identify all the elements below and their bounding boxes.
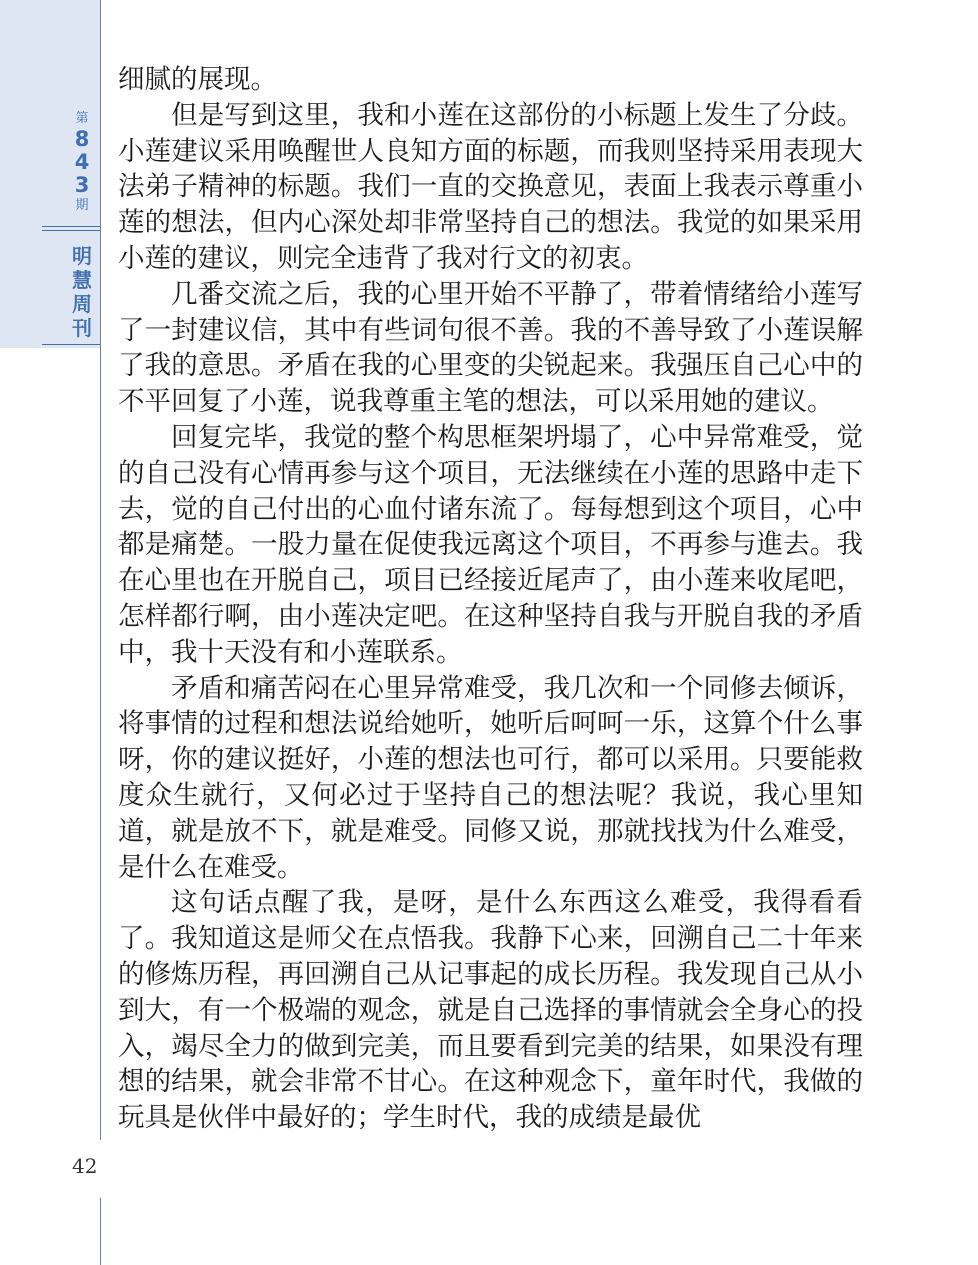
issue-digit: 4 [74, 150, 90, 174]
page-number: 42 [72, 1154, 98, 1178]
divider [42, 230, 100, 231]
paragraph: 细腻的展现。 [118, 64, 277, 95]
paragraph: 但是写到这里，我和小莲在这部份的小标题上发生了分歧。小莲建议采用唤醒世人良知方面的标题，而我则坚持采用表现大法弟子精神的标题。我们一直的交换意见，表面上我表示尊重小莲的想法，但内心深处却非常坚持自己的想法。我觉的如果采用小莲的建议，则完全违背了我对行文的初衷。 [118, 99, 863, 274]
issue-number [60, 110, 104, 215]
publication-char: 周 [72, 292, 92, 316]
issue-digit: 8 [74, 127, 90, 151]
publication-name [62, 244, 102, 340]
publication-char: 明 [72, 244, 92, 268]
issue-prefix: 第 [75, 111, 89, 126]
paragraph: 回复完毕，我觉的整个构思框架坍塌了，心中异常难受，觉的自己没有心情再参与这个项目，无法继续在小莲的思路中走下去，觉的自己付出的心血付诸东流了。每每想到这个项目，心中都是痛楚。一股力量在促使我远离这个项目，不再参与進去。我在心里也在开脱自己，项目已经接近尾声了，由小莲来收尾吧，怎样都行啊，由小莲决定吧。在这种坚持自我与开脱自我的矛盾中，我十天没有和小莲联系。 [118, 421, 863, 668]
paragraph: 这句话点醒了我，是呀，是什么东西这么难受，我得看看了。我知道这是师父在点悟我。我静下心来，回溯自己二十年来的修炼历程，再回溯自己从记事起的成长历程。我发现自己从小到大，有一个极端的观念，就是自己选择的事情就会全身心的投入，竭尽全力的做到完美，而且要看到完美的结果，如果没有理想的结果，就会非常不甘心。在这种观念下，童年时代，我做的玩具是伙伴中最好的；学生时代，我的成绩是最优 [118, 887, 863, 1134]
issue-suffix: 期 [75, 198, 89, 213]
issue-digit: 3 [74, 173, 90, 197]
article-body [118, 62, 863, 1136]
paragraph: 几番交流之后，我的心里开始不平静了，带着情绪给小莲写了一封建议信，其中有些词句很不善。我的不善导致了小莲误解了我的意思。矛盾在我的心里变的尖锐起来。我强压自己心中的不平回复了小莲，说我尊重主笔的想法，可以采用她的建议。 [118, 278, 863, 418]
divider [42, 226, 100, 227]
divider [42, 344, 100, 345]
publication-char: 刊 [72, 316, 92, 340]
paragraph: 矛盾和痛苦闷在心里异常难受，我几次和一个同修去倾诉，将事情的过程和想法说给她听，她听后呵呵一乐，这算个什么事呀，你的建议挺好，小莲的想法也可行，都可以采用。只要能救度众生就行，又何必过于坚持自己的想法呢？我说，我心里知道，就是放不下，就是难受。同修又说，那就找找为什么难受，是什么在难受。 [118, 672, 863, 883]
publication-char: 慧 [72, 268, 92, 292]
